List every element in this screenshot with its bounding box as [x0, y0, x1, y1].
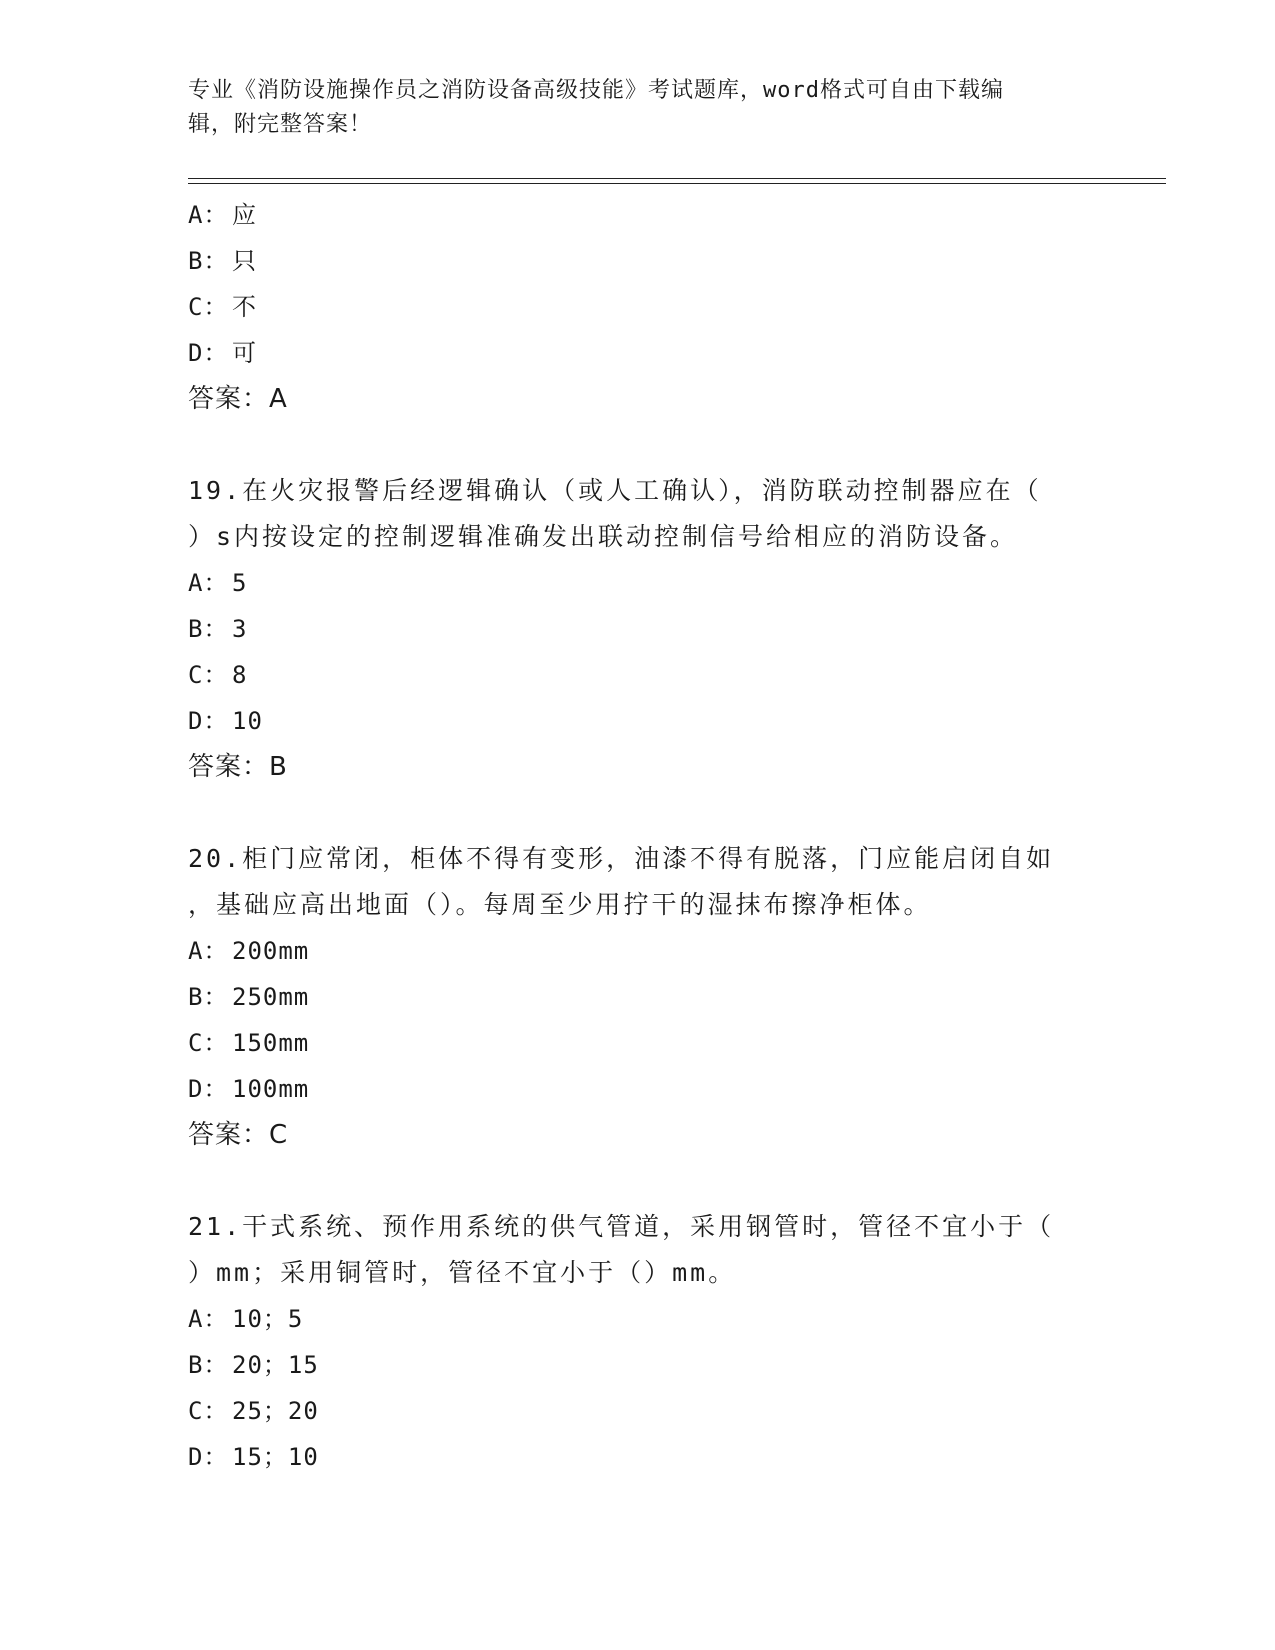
question-stem — [188, 1204, 1088, 1296]
option-d — [188, 1066, 1088, 1112]
option-c — [188, 1388, 1088, 1434]
option-key: B： — [188, 247, 229, 275]
answer-line: 答案：C — [188, 1120, 289, 1150]
option-key: A： — [188, 201, 229, 229]
answer-line: 答案：A — [188, 384, 288, 414]
option-d — [188, 330, 1088, 376]
option-a — [188, 1296, 1088, 1342]
option-c — [188, 652, 1088, 698]
question-stem — [188, 468, 1088, 560]
answer-line: 答案：B — [188, 752, 288, 782]
question-20 — [188, 836, 1088, 1158]
option-d — [188, 698, 1088, 744]
option-text: 只 — [232, 247, 257, 275]
option-text: 应 — [232, 201, 257, 229]
option-text: 3 — [232, 615, 248, 643]
option-key: D： — [188, 1443, 229, 1471]
option-key: C： — [188, 1397, 229, 1425]
question-list — [188, 192, 1088, 1480]
option-key: B： — [188, 615, 229, 643]
header-line-1: 专业《消防设施操作员之消防设备高级技能》考试题库，word格式可自由下载编 — [188, 78, 1004, 103]
option-key: A： — [188, 569, 229, 597]
option-text: 250mm — [232, 983, 310, 1011]
question-stem — [188, 836, 1088, 928]
header-line-2: 辑，附完整答案！ — [188, 112, 373, 137]
document-header — [188, 74, 1088, 142]
option-key: D： — [188, 707, 229, 735]
option-c — [188, 284, 1088, 330]
question-line: ，基础应高出地面（）。每周至少用拧干的湿抹布擦净柜体。 — [188, 890, 932, 919]
question-line: 19.在火灾报警后经逻辑确认（或人工确认），消防联动控制器应在（ — [188, 476, 1042, 505]
option-text: 不 — [232, 293, 257, 321]
option-text: 150mm — [232, 1029, 310, 1057]
option-a — [188, 192, 1088, 238]
option-text: 5 — [232, 569, 248, 597]
question-18-continued — [188, 192, 1088, 422]
question-line: 20.柜门应常闭，柜体不得有变形，油漆不得有脱落，门应能启闭自如 — [188, 844, 1055, 873]
question-line: 21.干式系统、预作用系统的供气管道，采用钢管时，管径不宜小于（ — [188, 1212, 1055, 1241]
header-divider-top — [188, 178, 1166, 179]
option-text: 25；20 — [232, 1397, 319, 1425]
option-text: 15；10 — [232, 1443, 319, 1471]
option-key: C： — [188, 293, 229, 321]
option-text: 20；15 — [232, 1351, 319, 1379]
header-divider-bottom — [188, 183, 1166, 184]
option-key: B： — [188, 983, 229, 1011]
option-key: D： — [188, 1075, 229, 1103]
option-text: 10 — [232, 707, 263, 735]
option-text: 10；5 — [232, 1305, 304, 1333]
option-key: A： — [188, 1305, 229, 1333]
option-key: D： — [188, 339, 229, 367]
option-a — [188, 560, 1088, 606]
question-line: ）s内按设定的控制逻辑准确发出联动控制信号给相应的消防设备。 — [188, 522, 1019, 551]
option-a — [188, 928, 1088, 974]
option-text: 8 — [232, 661, 248, 689]
option-key: A： — [188, 937, 229, 965]
option-key: C： — [188, 661, 229, 689]
option-key: B： — [188, 1351, 229, 1379]
option-c — [188, 1020, 1088, 1066]
option-b — [188, 1342, 1088, 1388]
option-text: 可 — [232, 339, 257, 367]
question-line: ）mm；采用铜管时，管径不宜小于（）mm。 — [188, 1258, 737, 1287]
option-text: 200mm — [232, 937, 310, 965]
question-19 — [188, 468, 1088, 790]
question-21 — [188, 1204, 1088, 1480]
option-d — [188, 1434, 1088, 1480]
option-b — [188, 606, 1088, 652]
option-b — [188, 974, 1088, 1020]
option-b — [188, 238, 1088, 284]
option-key: C： — [188, 1029, 229, 1057]
option-text: 100mm — [232, 1075, 310, 1103]
